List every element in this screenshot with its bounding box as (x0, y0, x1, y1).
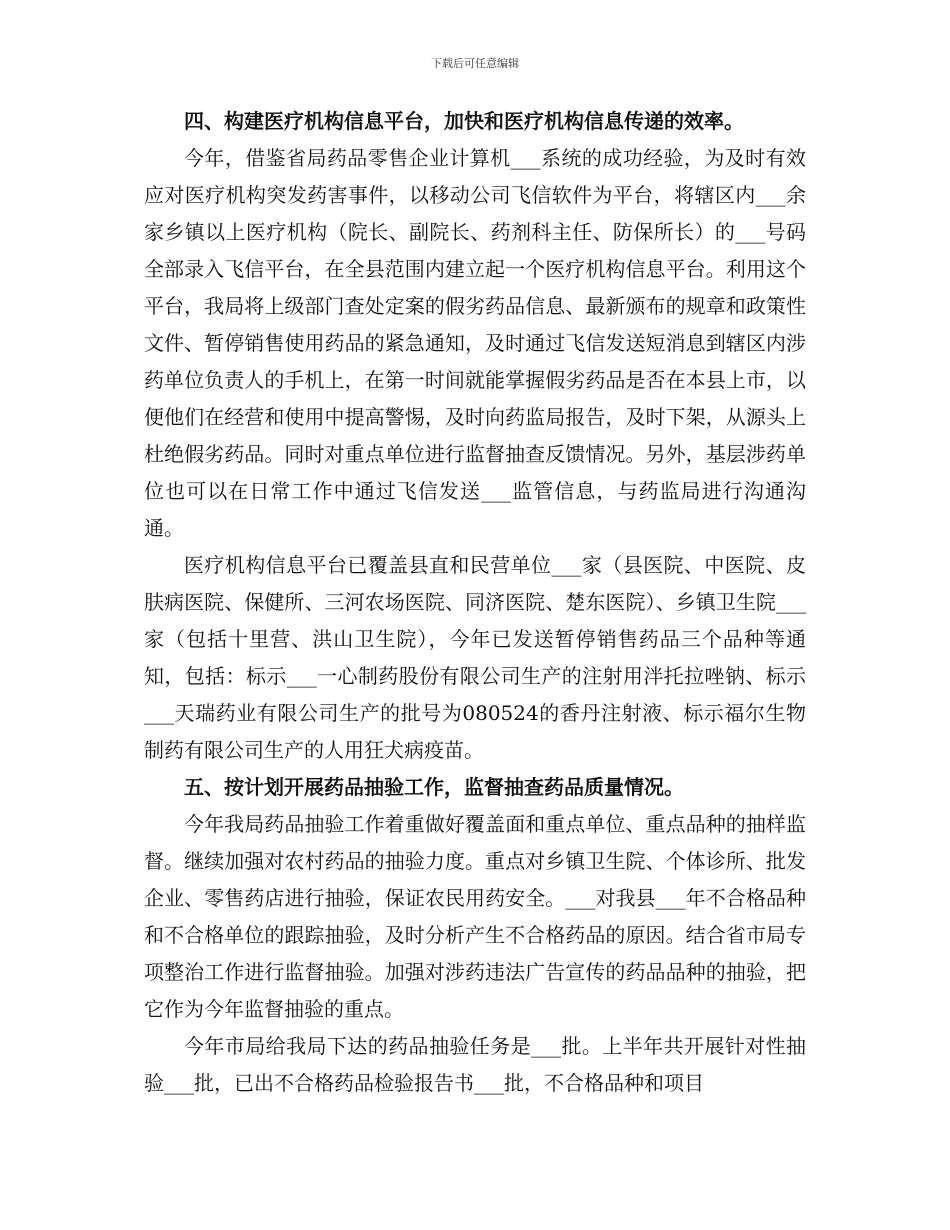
paragraph: 今年，借鉴省局药品零售企业计算机___系统的成功经验，为及时有效应对医疗机构突发药害事件，以移动公司飞信软件为平台，将辖区内___余家乡镇以上医疗机构（院长、副院长、药剂科主任、防保所长）的___号码全部录入飞信平台，在全县范围内建立起一个医疗机构信息平台。利用这个平台，我局将上级部门查处定案的假劣药品信息、最新颁布的规章和政策性文件、暂停销售使用药品的紧急通知，及时通过飞信发送短消息到辖区内涉药单位负责人的手机上，在第一时间就能掌握假劣药品是否在本县上市，以便他们在经营和使用中提高警惕，及时向药监局报告，及时下架，从源头上杜绝假劣药品。同时对重点单位进行监督抽查反馈情况。另外，基层涉药单位也可以在日常工作中通过飞信发送___监管信息，与药监局进行沟通沟通。 (144, 146, 806, 540)
section-heading-4: 四、构建医疗机构信息平台，加快和医疗机构信息传递的效率。 (184, 109, 744, 133)
paragraph: 今年市局给我局下达的药品抽验任务是___批。上半年共开展针对性抽验___批，已出不合格药品检验报告书___批，不合格品种和项目 (144, 1034, 806, 1095)
paragraph: 医疗机构信息平台已覆盖县直和民营单位___家（县医院、中医院、皮肤病医院、保健所、三河农场医院、同济医院、楚东医院）、乡镇卫生院___家（包括十里营、洪山卫生院），今年已发送暂停销售药品三个品种等通知，包括：标示___一心制药股份有限公司生产的注射用泮托拉唑钠、标示___天瑞药业有限公司生产的批号为080524的香丹注射液、标示福尔生物制药有限公司生产的人用狂犬病疫苗。 (144, 553, 806, 762)
document-body (144, 103, 806, 1102)
page-header: 下载后可任意编辑 (431, 57, 519, 70)
paragraph: 今年我局药品抽验工作着重做好覆盖面和重点单位、重点品种的抽样监督。继续加强对农村药品的抽验力度。重点对乡镇卫生院、个体诊所、批发企业、零售药店进行抽验，保证农民用药安全。___对我县___年不合格品种和不合格单位的跟踪抽验，及时分析产生不合格药品的原因。结合省市局专项整治工作进行监督抽验。加强对涉药违法广告宣传的药品品种的抽验，把它作为今年监督抽验的重点。 (144, 812, 806, 1021)
section-heading-5: 五、按计划开展药品抽验工作，监督抽查药品质量情况。 (184, 775, 684, 799)
